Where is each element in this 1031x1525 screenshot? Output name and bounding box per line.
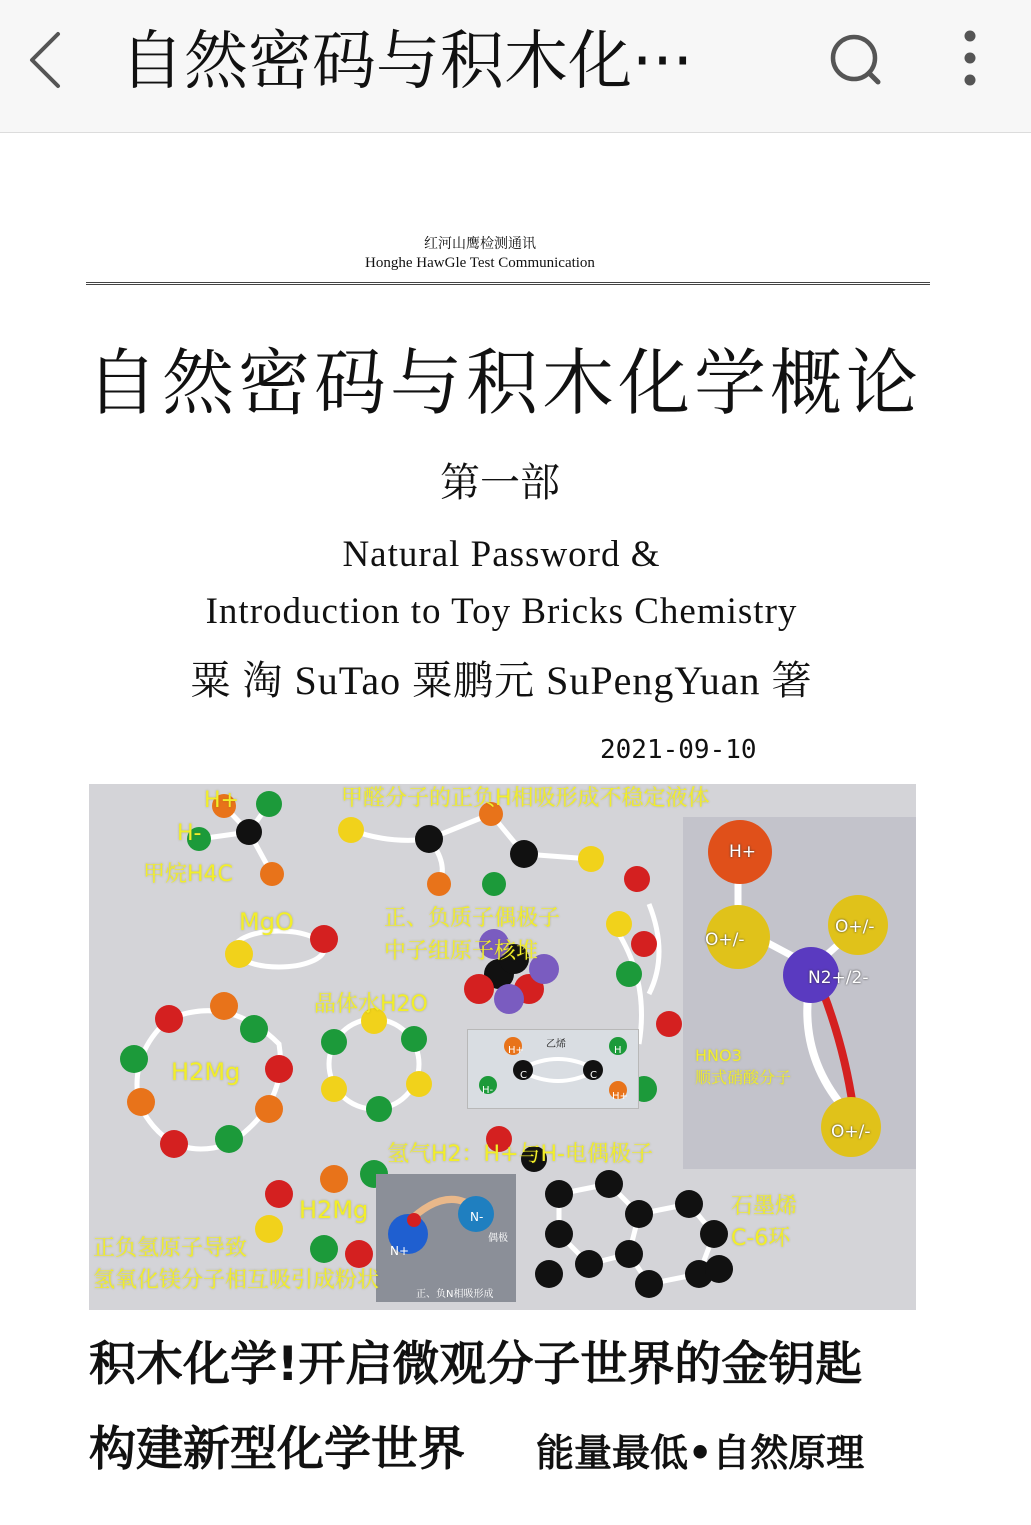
label-hydrogen: 氢气H2：H+与H-电偶极子 <box>387 1142 653 1167</box>
hno3-n-label: N2+/2- <box>808 968 869 988</box>
hno3-o-right-label: O+/- <box>835 917 875 937</box>
search-icon <box>820 26 890 96</box>
n-plus-label: N+ <box>390 1244 410 1258</box>
ethene-c1-label: C <box>520 1070 527 1081</box>
label-h2mg-left: H2Mg <box>171 1058 241 1086</box>
journal-header-en: Honghe HawGle Test Communication <box>365 255 595 271</box>
label-graphene-line1: 石墨烯 <box>731 1194 798 1219</box>
hno3-h-label: H+ <box>729 842 757 862</box>
chevron-left-icon <box>20 28 76 92</box>
search-button[interactable] <box>820 26 890 96</box>
ethene-h1-label: H+ <box>508 1045 524 1056</box>
label-h-plus: H+ <box>204 788 239 813</box>
hno3-o-left-label: O+/- <box>705 930 745 950</box>
document-part: 第一部 <box>440 460 560 506</box>
document-date: 2021-09-10 <box>600 735 757 765</box>
back-button[interactable] <box>20 28 76 92</box>
label-dipole-line2: 中子组原子核堆 <box>384 939 539 964</box>
label-formaldehyde: 甲醛分子的正负H相吸形成不稳定液体 <box>341 786 710 811</box>
app-bar <box>0 0 1031 133</box>
ethene-inset-photo <box>467 1029 639 1109</box>
headline-line1: 积木化学!开启微观分子世界的金钥匙 <box>89 1337 863 1392</box>
label-h2mg-bottom: H2Mg <box>299 1196 369 1224</box>
label-graphene-line2: C-6环 <box>731 1226 791 1251</box>
label-mg-hydroxide-line2: 氢氧化镁分子相互吸引成粉状 <box>93 1268 380 1293</box>
hno3-label-line1: HNO3 <box>695 1046 742 1065</box>
headline-line2: 构建新型化学世界 <box>89 1422 465 1477</box>
label-mg-hydroxide-line1: 正负氢原子导致 <box>93 1236 248 1261</box>
document-title: 自然密码与积木化学概论 <box>85 341 922 425</box>
ethene-c2-label: C <box>590 1070 597 1081</box>
journal-header-cn: 红河山鹰检测通讯 <box>424 236 536 252</box>
hno3-o-bottom-label: O+/- <box>831 1122 871 1142</box>
molecule-collage-image[interactable] <box>89 784 916 1310</box>
ethene-h3-label: H <box>614 1045 622 1056</box>
nitrogen-dipole-inset-photo <box>376 1174 516 1302</box>
label-mgo: MgO <box>239 908 294 936</box>
dipole-tag-label: 偶极 <box>488 1233 508 1244</box>
header-divider <box>86 282 930 285</box>
label-water: 晶体水H2O <box>314 992 428 1017</box>
hno3-inset-photo <box>683 817 916 1169</box>
hno3-model-illustration <box>683 817 916 1169</box>
document-authors: 粟 淘 SuTao 粟鹏元 SuPengYuan 箸 <box>190 658 813 703</box>
n-minus-label: N- <box>470 1210 484 1224</box>
hno3-label-line2: 顺式硝酸分子 <box>695 1068 792 1087</box>
more-vertical-icon <box>948 26 992 96</box>
label-methane: 甲烷H4C <box>143 862 233 887</box>
ethene-h4-label: H+ <box>612 1091 628 1102</box>
page-title: 自然密码与积木化··· <box>120 25 694 99</box>
label-dipole-line1: 正、负质子偶极子 <box>384 906 561 931</box>
document-page[interactable] <box>0 133 1031 1525</box>
label-h-minus: H- <box>177 821 202 846</box>
headline-line3: 能量最低•自然原理 <box>536 1431 865 1475</box>
ethene-h2-label: H- <box>482 1085 494 1096</box>
english-title-line1: Natural Password & <box>342 534 661 575</box>
more-button[interactable] <box>948 26 992 96</box>
english-title-line2: Introduction to Toy Bricks Chemistry <box>205 591 798 632</box>
n-attract-label: 正、负N相吸形成 <box>416 1289 494 1300</box>
ethene-label: 乙烯 <box>546 1039 566 1050</box>
